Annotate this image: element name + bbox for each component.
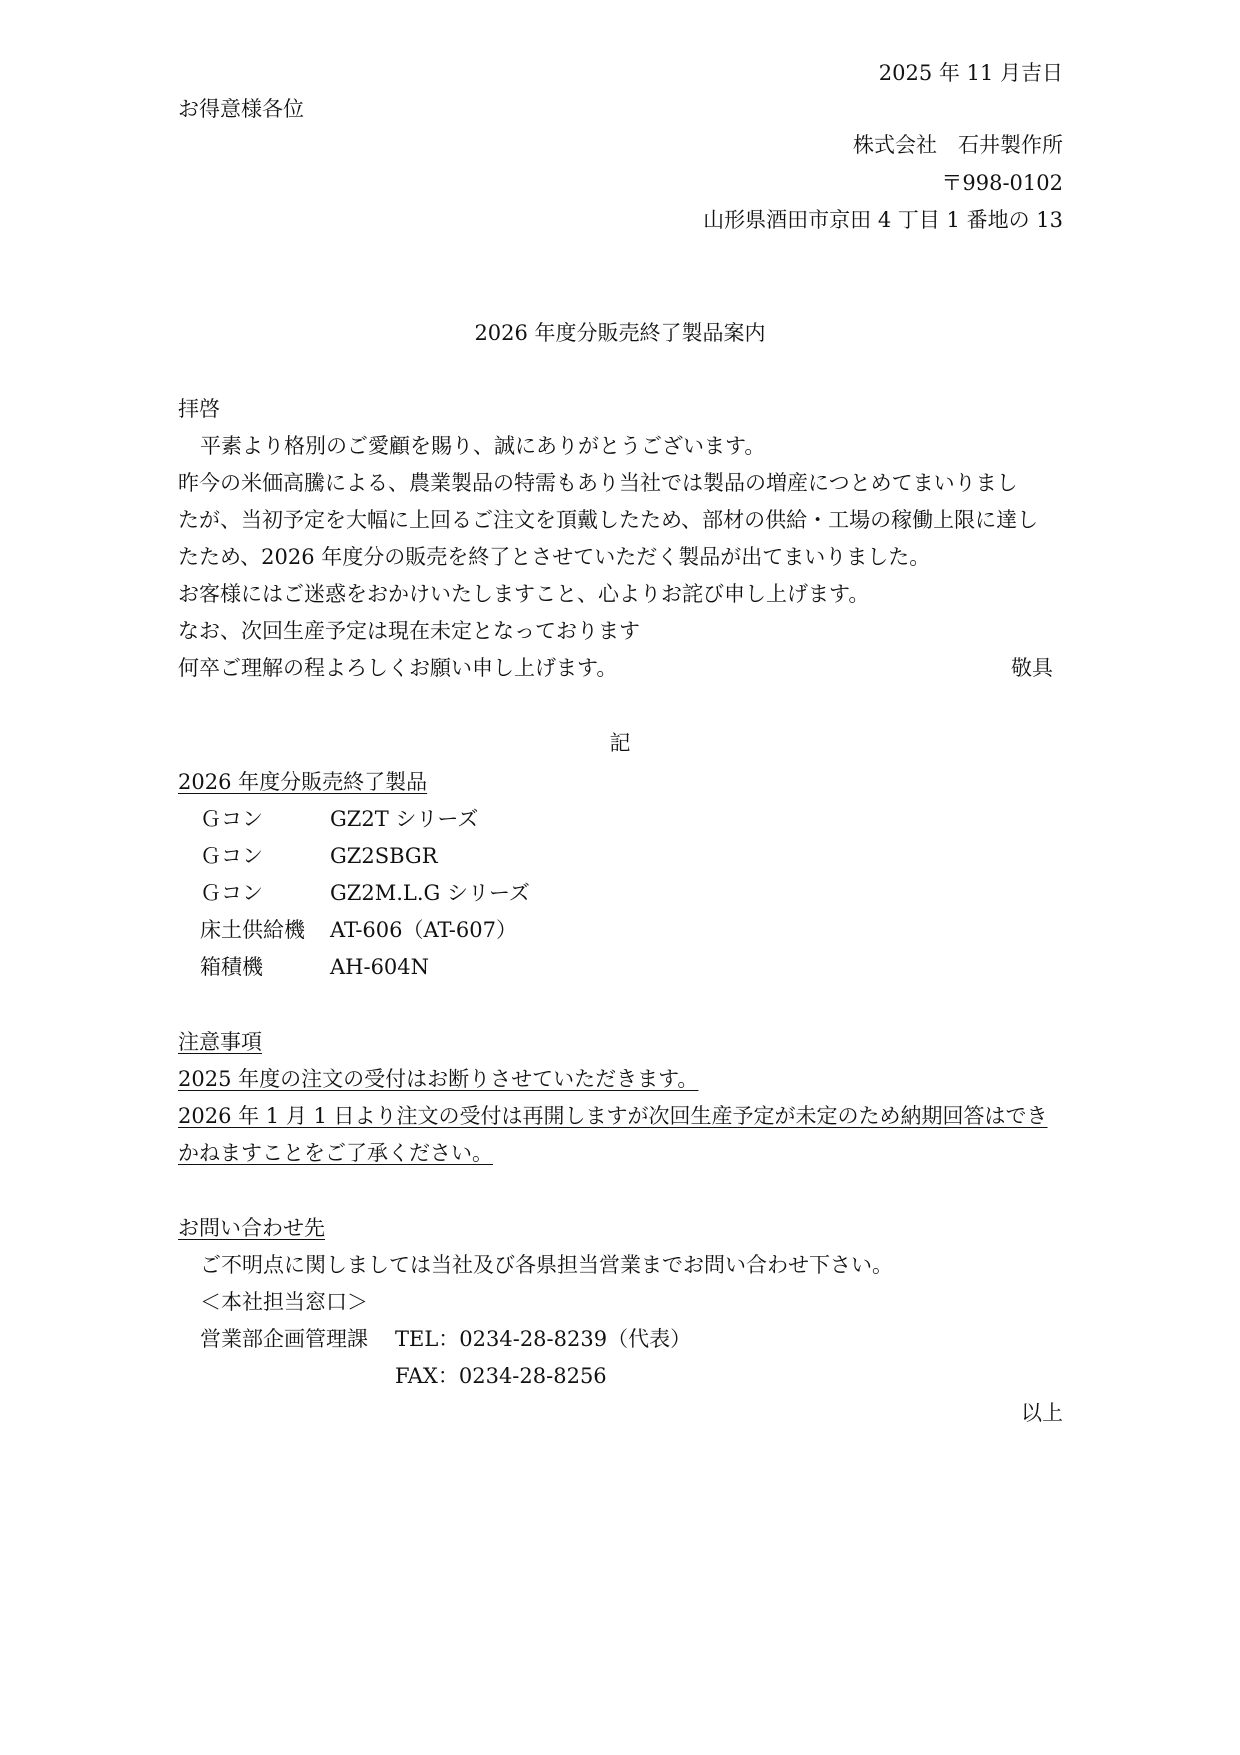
contact-heading: お問い合わせ先 [178,1216,325,1240]
contact-tel: TEL：0234-28-8239（代表） [395,1327,692,1351]
body-paragraph-2-line-1: 昨今の米価高騰による、農業製品の特需もあり当社では製品の増産につとめてまいりまし [178,471,1018,495]
product-category: Ｇコン [200,807,263,831]
date: 2025 年 11 月吉日 [878,61,1063,85]
opening-greeting: 拝啓 [178,397,220,421]
sender-address: 山形県酒田市京田 4 丁目 1 番地の 13 [703,208,1063,232]
body-paragraph-1: 平素より格別のご愛顧を賜り、誠にありがとうございます。 [200,434,766,458]
contact-fax: FAX：0234-28-8256 [395,1364,607,1388]
product-category: 床土供給機 [200,918,305,942]
contact-desk: ＜本社担当窓口＞ [200,1290,368,1314]
body-paragraph-5: 何卒ご理解の程よろしくお願い申し上げます。 [178,656,618,680]
contact-department: 営業部企画管理課 [200,1327,368,1351]
body-paragraph-2-line-3: たため、2026 年度分の販売を終了とさせていただく製品が出てまいりました。 [178,545,931,569]
product-model: GZ2T シリーズ [330,807,479,831]
product-model: AT-606（AT-607） [330,918,517,942]
body-paragraph-3: お客様にはご迷惑をおかけいたしますこと、心よりお詫び申し上げます。 [178,582,870,606]
products-heading: 2026 年度分販売終了製品 [178,770,428,794]
ki-marker: 記 [609,731,631,755]
notes-line-1: 2025 年度の注文の受付はお断りさせていただきます。 [178,1067,699,1091]
product-category: Ｇコン [200,844,263,868]
product-model: GZ2M.L.G シリーズ [330,881,530,905]
body-paragraph-4: なお、次回生産予定は現在未定となっております [178,619,640,643]
body-paragraph-2-line-2: たが、当初予定を大幅に上回るご注文を頂戴したため、部材の供給・工場の稼働上限に達し [178,508,1039,532]
notes-line-3: かねますことをご了承ください。 [178,1141,493,1165]
contact-intro: ご不明点に関しましては当社及び各県担当営業までお問い合わせ下さい。 [200,1253,893,1277]
document-title: 2026 年度分販売終了製品案内 [474,321,766,345]
recipient: お得意様各位 [178,97,304,121]
product-category: 箱積機 [200,955,263,979]
sender-company: 株式会社 石井製作所 [853,133,1063,157]
product-model: GZ2SBGR [330,844,438,868]
product-model: AH-604N [330,955,430,979]
notes-heading: 注意事項 [178,1030,262,1054]
closing-ijo: 以上 [1021,1401,1063,1425]
closing-keigu: 敬具 [1011,656,1053,680]
sender-postal: 〒998-0102 [941,171,1063,195]
notes-line-2: 2026 年 1 月 1 日より注文の受付は再開しますが次回生産予定が未定のため納期回答はでき [178,1104,1048,1128]
product-category: Ｇコン [200,881,263,905]
